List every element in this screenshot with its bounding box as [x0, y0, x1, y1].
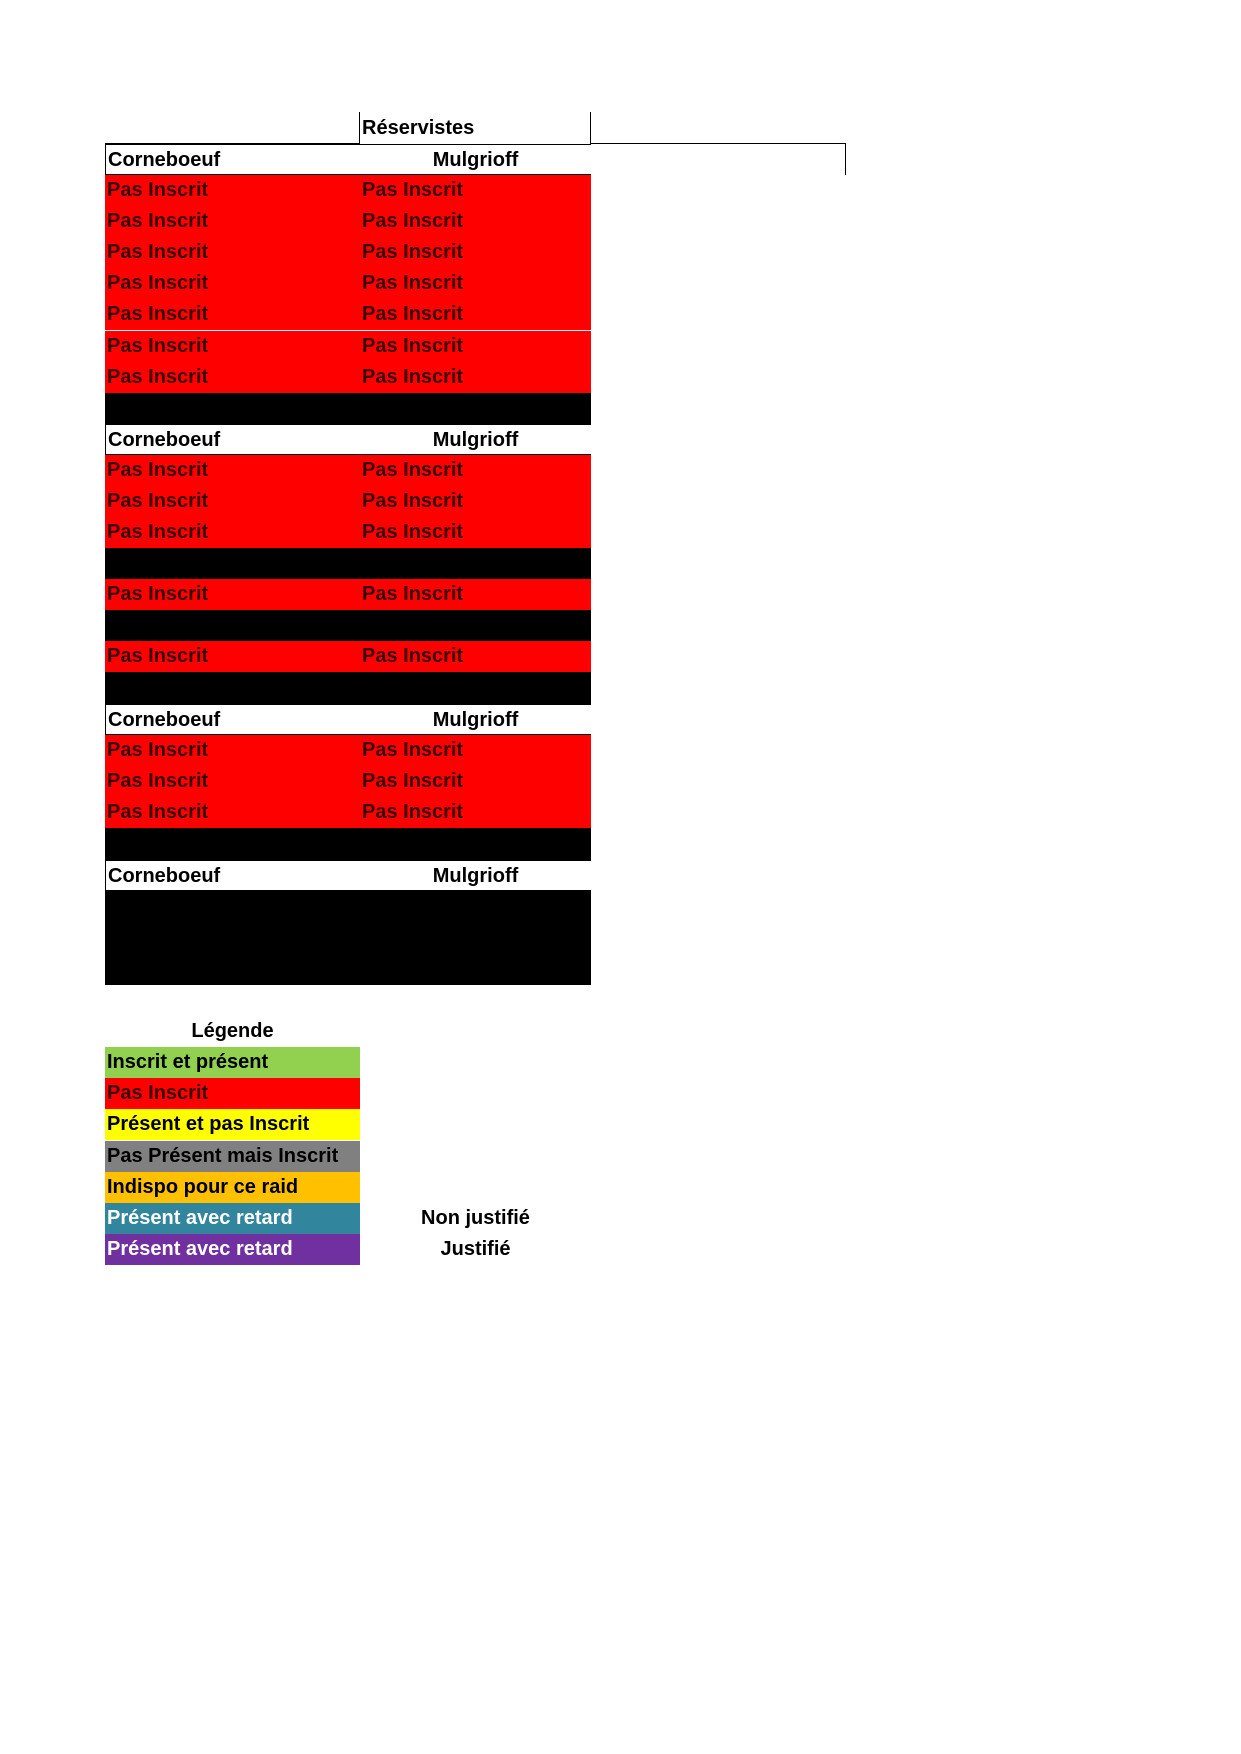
status-cell: Pas Inscrit	[360, 766, 591, 797]
legend-item-inscrit-present: Inscrit et présent	[105, 1047, 360, 1078]
status-cell: Pas Inscrit	[360, 362, 591, 393]
legend-item-pas-inscrit: Pas Inscrit	[105, 1078, 360, 1109]
right-box-top	[590, 143, 845, 144]
status-cell: Pas Inscrit	[360, 237, 591, 268]
empty-block	[105, 891, 591, 985]
status-cell: Pas Inscrit	[105, 299, 360, 330]
column-header-mulgrioff: Mulgrioff	[360, 424, 591, 455]
separator-row	[105, 828, 591, 860]
column-header-mulgrioff: Mulgrioff	[360, 860, 591, 891]
status-cell: Pas Inscrit	[360, 299, 591, 330]
status-cell: Pas Inscrit	[360, 641, 591, 672]
column-header-mulgrioff: Mulgrioff	[360, 144, 591, 175]
legend-title: Légende	[191, 1020, 274, 1042]
status-cell: Pas Inscrit	[360, 331, 591, 362]
status-cell: Pas Inscrit	[360, 206, 591, 237]
status-cell: Pas Inscrit	[105, 797, 360, 828]
legend-item-indispo: Indispo pour ce raid	[105, 1172, 360, 1203]
status-cell: Pas Inscrit	[360, 455, 591, 486]
column-header-corneboeuf: Corneboeuf	[105, 144, 360, 175]
status-cell: Pas Inscrit	[105, 766, 360, 797]
column-header-corneboeuf: Corneboeuf	[105, 704, 360, 735]
status-cell: Pas Inscrit	[105, 455, 360, 486]
status-cell: Pas Inscrit	[105, 175, 360, 206]
status-cell: Pas Inscrit	[105, 579, 360, 610]
reservistes-heading: Réservistes	[362, 117, 475, 139]
status-cell: Pas Inscrit	[105, 362, 360, 393]
status-cell: Pas Inscrit	[360, 486, 591, 517]
status-cell: Pas Inscrit	[105, 486, 360, 517]
legend-item-retard-justifie: Présent avec retard	[105, 1234, 360, 1265]
legend-item-retard-non-justifie: Présent avec retard	[105, 1203, 360, 1234]
separator-row	[105, 548, 591, 579]
separator-row	[105, 610, 591, 641]
status-cell: Pas Inscrit	[105, 517, 360, 548]
right-box-side	[845, 143, 846, 175]
legend-item-pas-present-inscrit: Pas Présent mais Inscrit	[105, 1141, 360, 1172]
separator-row	[105, 393, 591, 424]
note-justifie: Justifié	[440, 1238, 511, 1260]
status-cell: Pas Inscrit	[105, 641, 360, 672]
status-cell: Pas Inscrit	[105, 237, 360, 268]
separator-row	[105, 672, 591, 704]
status-cell: Pas Inscrit	[360, 735, 591, 766]
note-non-justifie: Non justifié	[421, 1207, 530, 1229]
status-cell: Pas Inscrit	[360, 268, 591, 299]
status-cell: Pas Inscrit	[360, 579, 591, 610]
column-header-corneboeuf: Corneboeuf	[105, 424, 360, 455]
status-cell: Pas Inscrit	[360, 517, 591, 548]
status-cell: Pas Inscrit	[105, 206, 360, 237]
column-header-mulgrioff: Mulgrioff	[360, 704, 591, 735]
status-cell: Pas Inscrit	[105, 331, 360, 362]
status-cell: Pas Inscrit	[105, 735, 360, 766]
status-cell: Pas Inscrit	[105, 268, 360, 299]
status-cell: Pas Inscrit	[360, 797, 591, 828]
status-cell: Pas Inscrit	[360, 175, 591, 206]
column-header-corneboeuf: Corneboeuf	[105, 860, 360, 891]
legend-item-present-pas-inscrit: Présent et pas Inscrit	[105, 1109, 360, 1140]
